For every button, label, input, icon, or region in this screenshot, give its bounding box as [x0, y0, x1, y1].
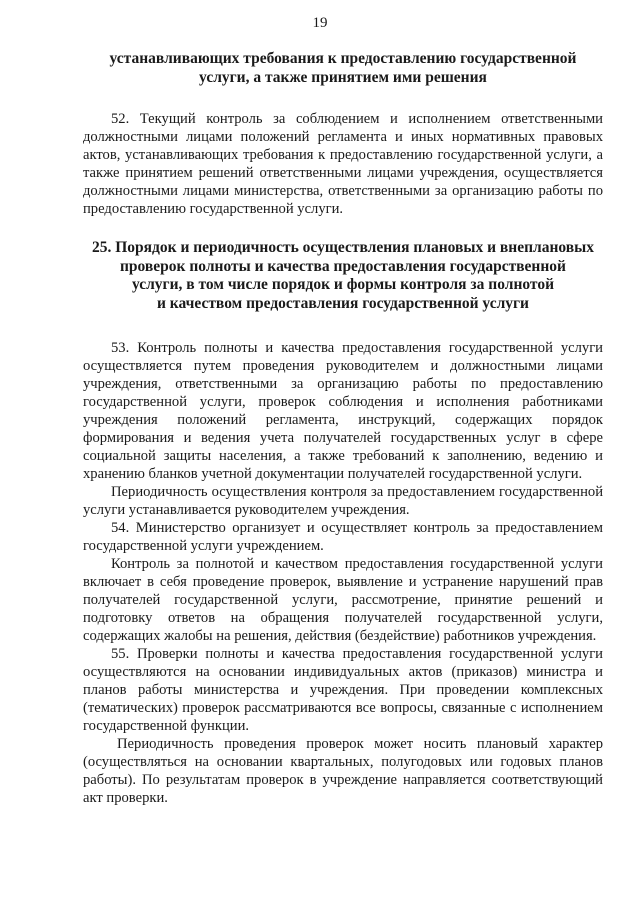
paragraph-52: 52. Текущий контроль за соблюдением и исполнением ответственными должностными лицами положений регламента и иных нормативных правовых актов, устанавливающих требования к предоставлению государственной услуги, а также принятием решений ответственными лицами учреждения, осуществляется должностными лицами министерства, ответственными за организацию работы по предоставлению государственной услуги.: [83, 111, 603, 217]
paragraph-55: 55. Проверки полноты и качества предоставления государственной услуги осуществляются на основании индивидуальных актов (приказов) министра и планов работы министерства и учреждения. При проведении комплексных (тематических) проверок рассматриваются все вопросы, связанные с исполнением государственной функции.: [83, 646, 603, 734]
paragraph-55-periodicity: Периодичность проведения проверок может носить плановый характер (осуществляться на основании квартальных, полугодовых или годовых планов работы). По результатам проверок в учреждение направляется соответствующий акт проверки.: [83, 736, 603, 806]
section-25-heading-line-3: услуги, в том числе порядок и формы контроля за полнотой: [131, 276, 555, 293]
document-body: [83, 50, 603, 807]
section-25-heading-line-4: и качеством предоставления государственной услуги: [157, 294, 529, 312]
section-25-heading-line-2: проверок полноты и качества предоставления государственной: [120, 257, 566, 275]
page-number: 19: [312, 15, 328, 31]
section-25-heading: [83, 239, 603, 313]
paragraph-54: 54. Министерство организует и осуществляет контроль за предоставлением государственной услуги учреждением.: [83, 520, 603, 554]
paragraph-53-periodicity: Периодичность осуществления контроля за предоставлением государственной услуги устанавливается руководителем учреждения.: [83, 484, 603, 518]
paragraph-54-control: Контроль за полнотой и качеством предоставления государственной услуги включает в себя проведение проверок, выявление и устранение нарушений прав получателей государственной услуги, рассмотрение, принятие решений и подготовку ответов на обращения получателей государственной услуги, содержащих жалобы на решения, действия (бездействие) работников учреждения.: [83, 556, 603, 644]
heading-continuation: устанавливающих требования к предоставлению государственной услуги, а также принятием ими решения: [109, 50, 577, 86]
section-25-heading-line-1: 25. Порядок и периодичность осуществления плановых и внеплановых: [91, 239, 595, 256]
paragraph-53: 53. Контроль полноты и качества предоставления государственной услуги осуществляется путем проведения руководителем и должностными лицами учреждения, ответственными за организацию работы по предоставлению государственной услуги, проверок соблюдения и исполнения работниками учреждения положений регламента, инструкций, содержащих порядок формирования и ведения учета получателей государственных услуг в сфере социальной защиты населения, а также требований к заполнению, ведению и хранению бланков учетной документации получателей государственной услуги.: [83, 340, 603, 482]
